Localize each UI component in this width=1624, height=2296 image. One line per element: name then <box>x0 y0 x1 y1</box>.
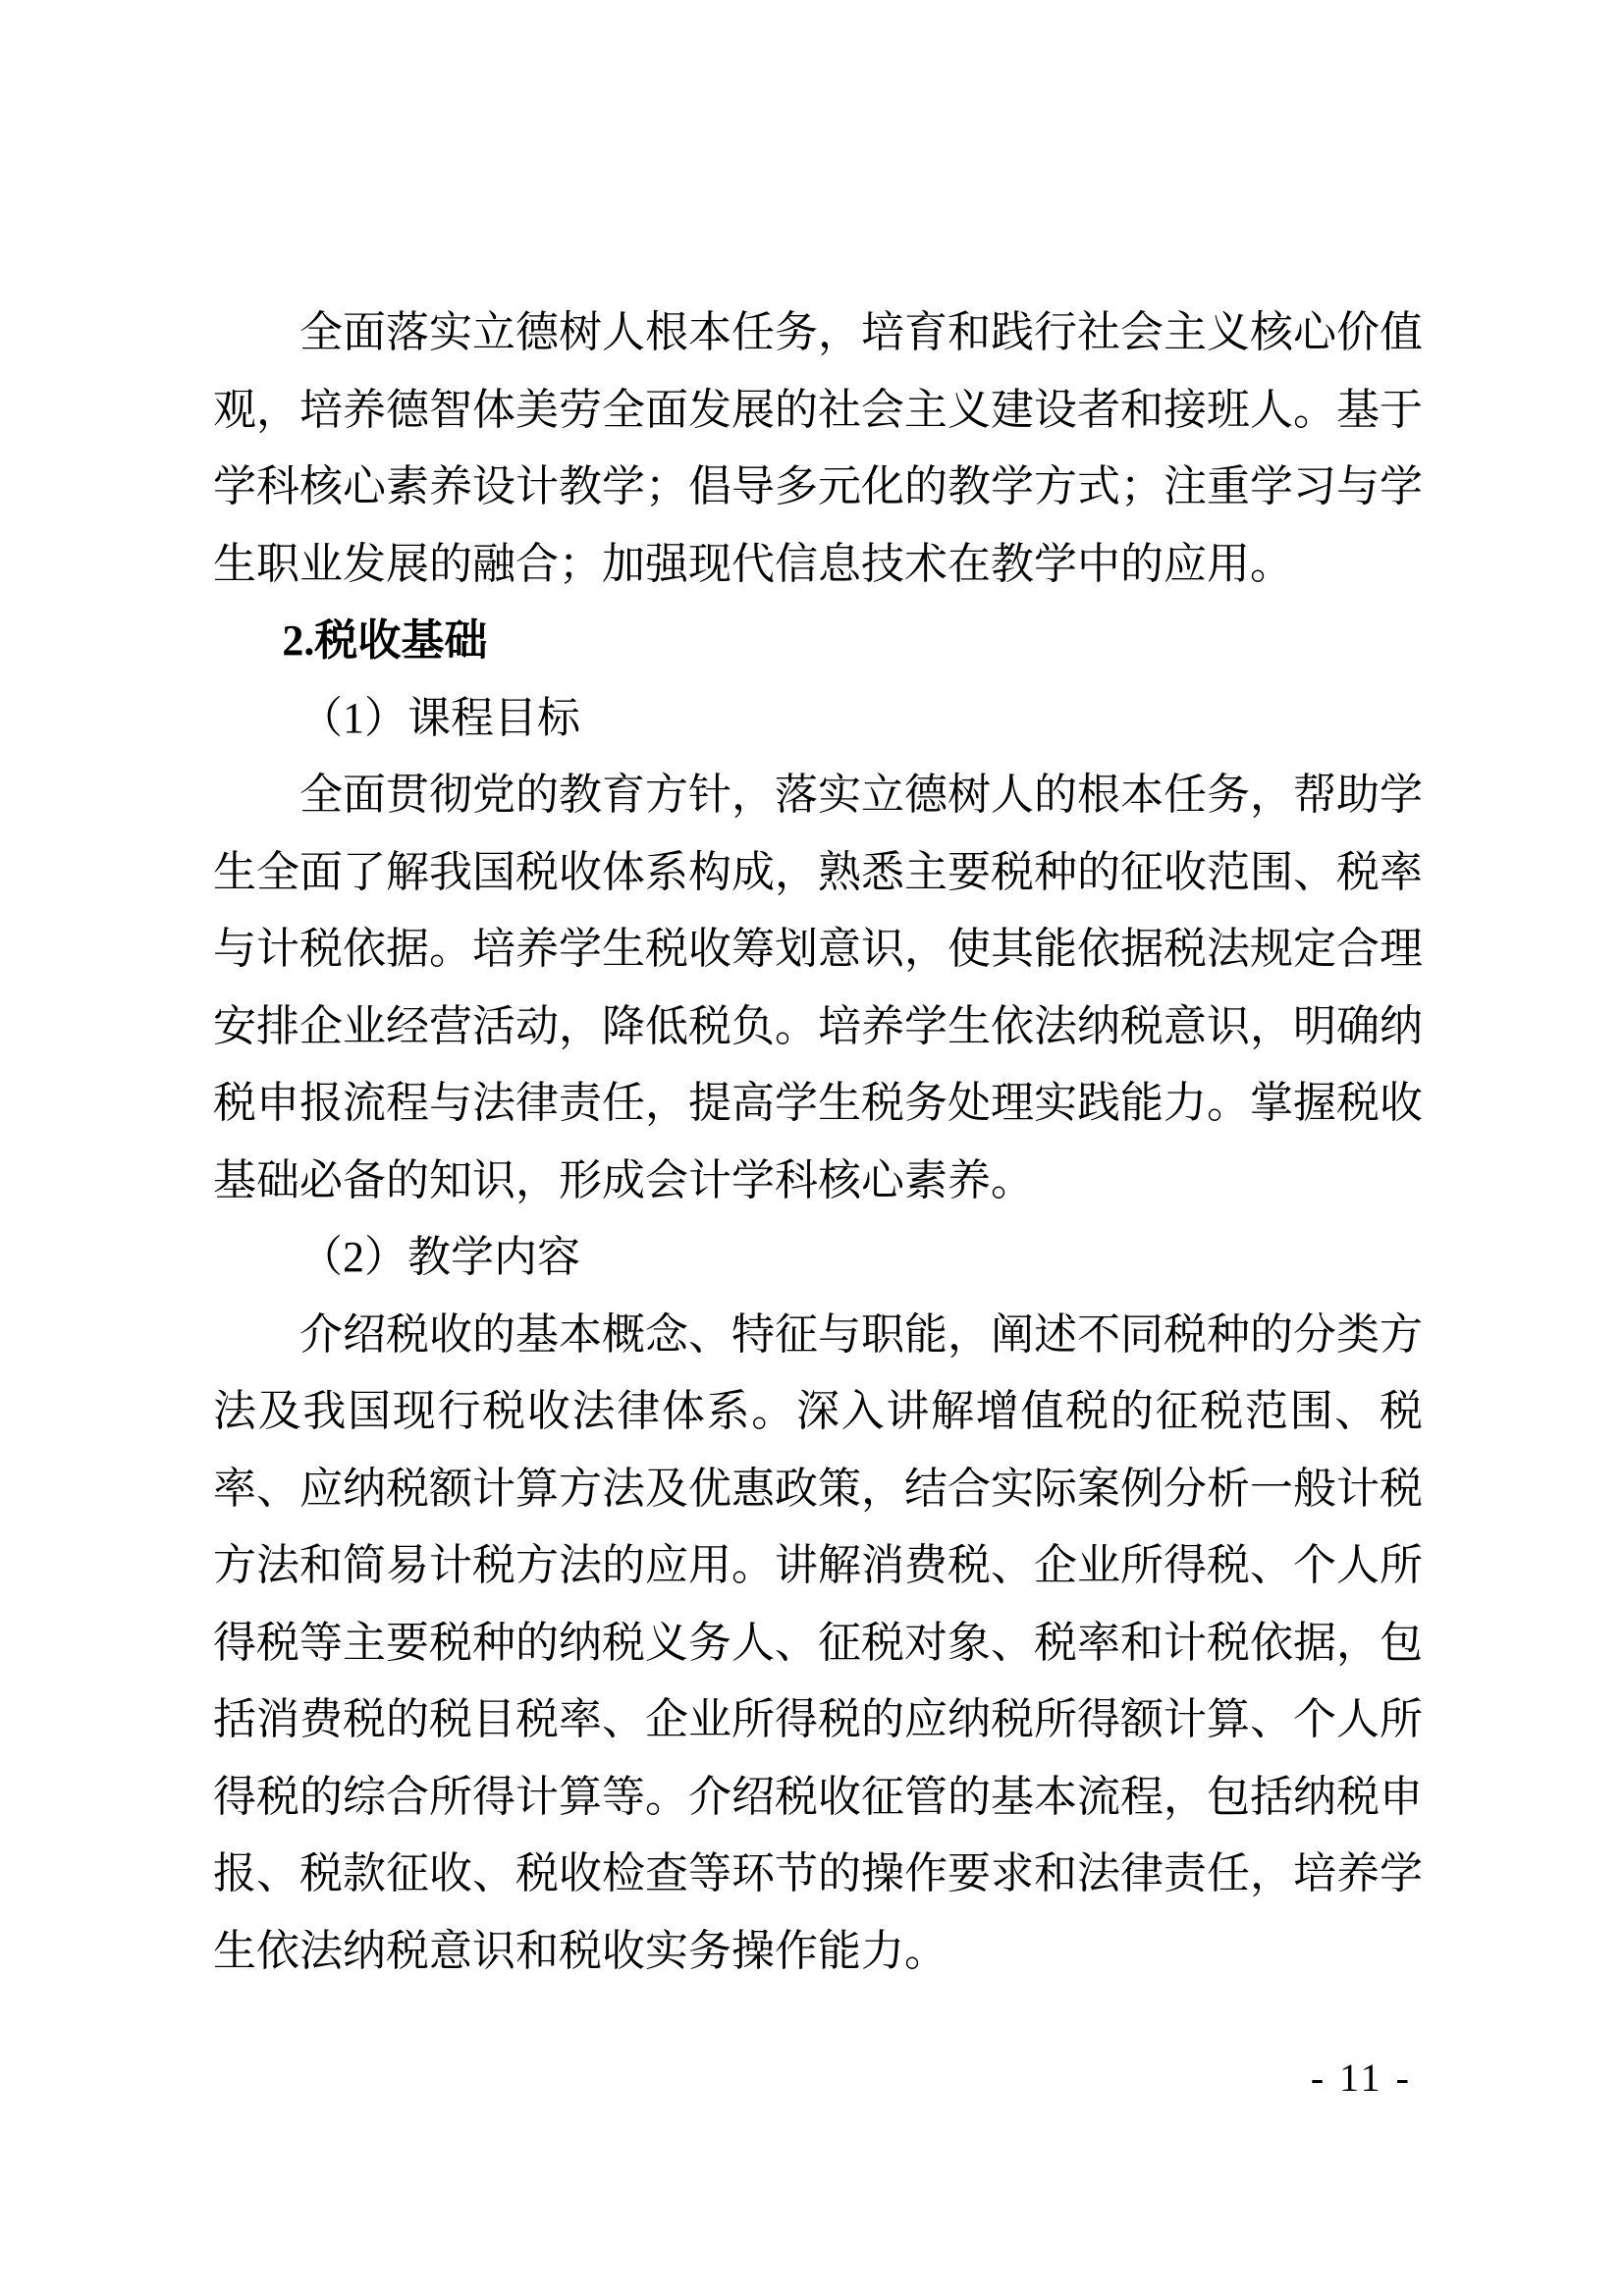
document-body <box>213 294 1423 1990</box>
paragraph-course-objectives: 全面贯彻党的教育方针，落实立德树人的根本任务，帮助学生全面了解我国税收体系构成，熟悉主要税种的征收范围、税率与计税依据。培养学生税收筹划意识，使其能依据税法规定合理安排企业经营活动，降低税负。培养学生依法纳税意识，明确纳税申报流程与法律责任，提高学生税务处理实践能力。掌握税收基础必备的知识，形成会计学科核心素养。 <box>213 771 1423 1204</box>
paragraph-teaching-content: 介绍税收的基本概念、特征与职能，阐述不同税种的分类方法及我国现行税收法律体系。深入讲解增值税的征税范围、税率、应纳税额计算方法及优惠政策，结合实际案例分析一般计税方法和简易计税方法的应用。讲解消费税、企业所得税、个人所得税等主要税种的纳税义务人、征税对象、税率和计税依据，包括消费税的税目税率、企业所得税的应纳税所得额计算、个人所得税的综合所得计算等。介绍税收征管的基本流程，包括纳税申报、税款征收、税收检查等环节的操作要求和法律责任，培养学生依法纳税意识和税收实务操作能力。 <box>213 1309 1423 1975</box>
paragraph-general-principles: 全面落实立德树人根本任务，培育和践行社会主义核心价值观，培养德智体美劳全面发展的社会主义建设者和接班人。基于学科核心素养设计教学；倡导多元化的教学方式；注重学习与学生职业发展的融合；加强现代信息技术在教学中的应用。 <box>213 308 1423 588</box>
section-heading-tax-basics: 2.税收基础 <box>282 616 488 665</box>
subheading-teaching-content: （2）教学内容 <box>299 1233 580 1281</box>
page-number: - 11 - <box>1310 2056 1412 2100</box>
subheading-course-objectives: （1）课程目标 <box>299 693 580 742</box>
